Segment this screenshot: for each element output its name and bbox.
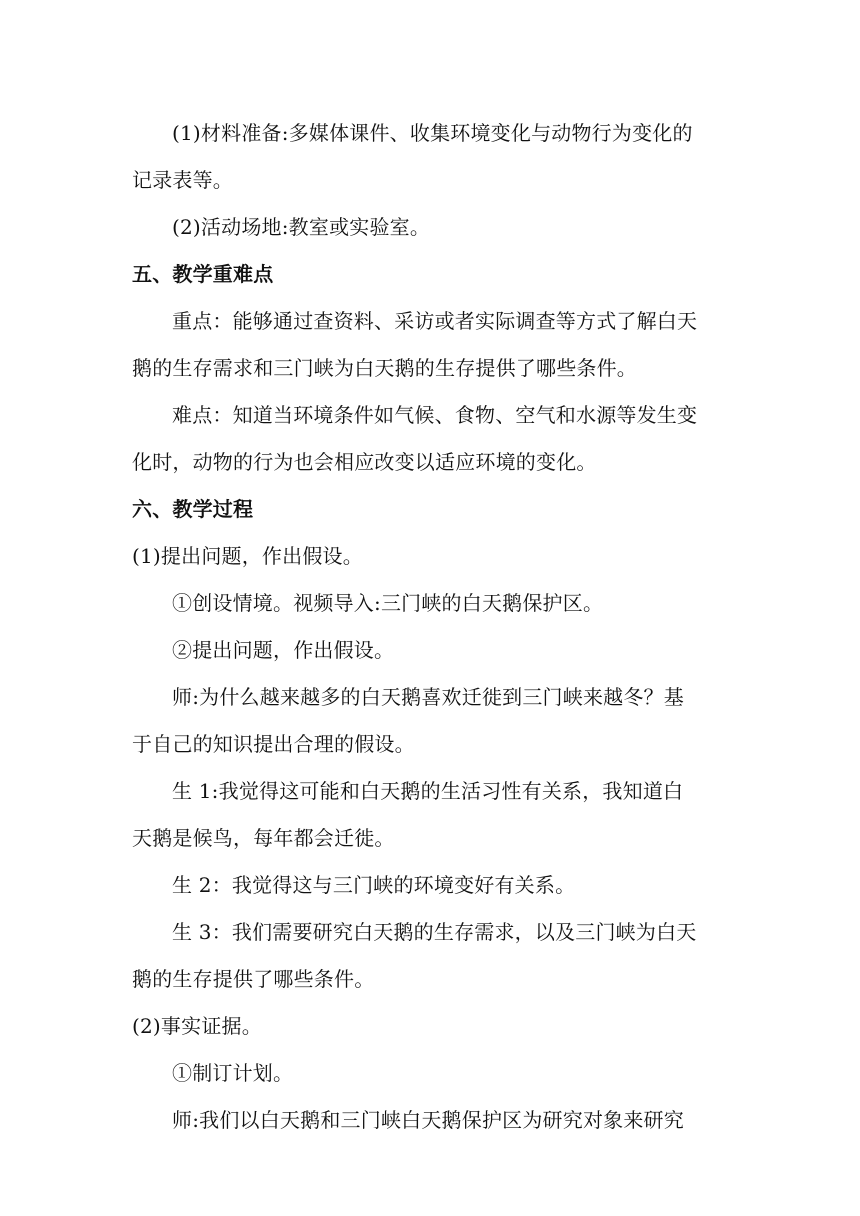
text-line: 生 2：我觉得这与三门峡的环境变好有关系。 — [172, 873, 576, 897]
text-line: (1)材料准备:多媒体课件、收集环境变化与动物行为变化的 — [172, 121, 693, 145]
text-line: ①制订计划。 — [172, 1061, 294, 1085]
text-line: ①创设情境。视频导入:三门峡的白天鹅保护区。 — [172, 591, 604, 615]
text-line: 师:为什么越来越多的白天鹅喜欢迁徙到三门峡来越冬？基 — [172, 685, 684, 709]
text-line: (1)提出问题，作出假设。 — [132, 544, 363, 568]
text-line: ②提出问题，作出假设。 — [172, 638, 395, 662]
section-heading: 五、教学重难点 — [132, 262, 274, 286]
text-line: 生 1:我觉得这可能和白天鹅的生活习性有关系，我知道白 — [172, 779, 684, 803]
text-line: 鹅的生存提供了哪些条件。 — [132, 967, 375, 991]
text-line: 重点：能够通过查资料、采访或者实际调查等方式了解白天 — [172, 309, 698, 333]
text-line: 鹅的生存需求和三门峡为白天鹅的生存提供了哪些条件。 — [132, 356, 637, 380]
document-page — [132, 110, 732, 1144]
text-line: 师:我们以白天鹅和三门峡白天鹅保护区为研究对象来研究 — [172, 1108, 684, 1132]
text-line: 生 3：我们需要研究白天鹅的生存需求，以及三门峡为白天 — [172, 920, 697, 944]
text-line: 天鹅是候鸟，每年都会迁徙。 — [132, 826, 395, 850]
text-line: (2)活动场地:教室或实验室。 — [172, 215, 431, 239]
text-line: 记录表等。 — [132, 168, 233, 192]
text-line: 化时，动物的行为也会相应改变以适应环境的变化。 — [132, 450, 597, 474]
text-line: 于自己的知识提出合理的假设。 — [132, 732, 415, 756]
text-line: 难点：知道当环境条件如气候、食物、空气和水源等发生变 — [172, 403, 698, 427]
section-heading: 六、教学过程 — [132, 497, 254, 521]
text-line: (2)事实证据。 — [132, 1014, 262, 1038]
